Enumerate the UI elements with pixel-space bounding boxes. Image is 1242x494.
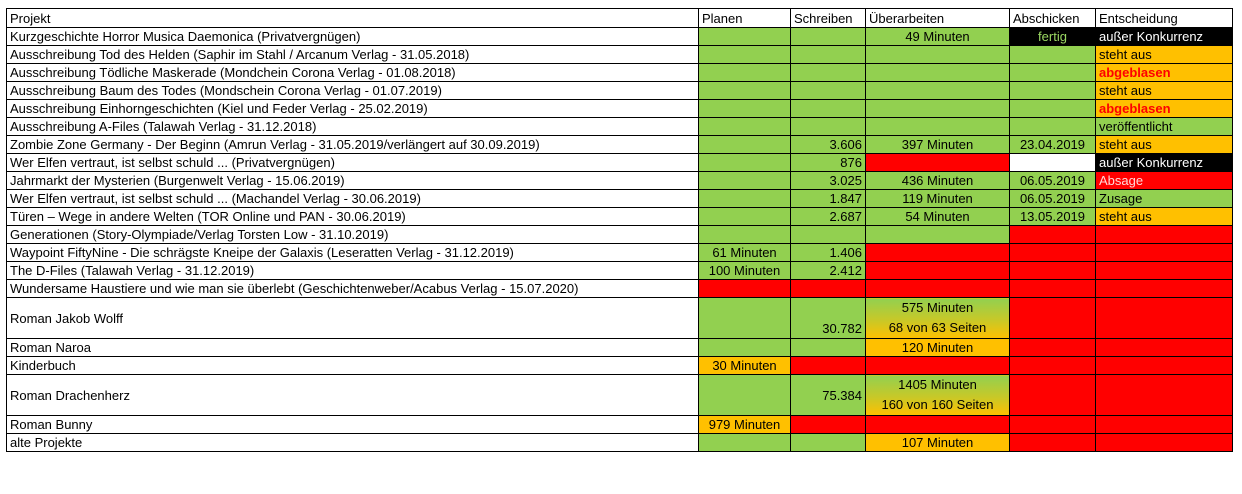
ueberarbeiten-cell[interactable]	[866, 244, 1010, 262]
abschicken-cell[interactable]	[1010, 262, 1096, 280]
entscheidung-cell[interactable]	[1096, 280, 1233, 298]
project-name-cell[interactable]: Jahrmarkt der Mysterien (Burgenwelt Verlag - 15.06.2019)	[7, 172, 699, 190]
table-row	[7, 28, 1233, 46]
header-cell-entscheidung[interactable]: Entscheidung	[1096, 9, 1233, 28]
table-row	[7, 118, 1233, 136]
ueberarbeiten-cell[interactable]	[866, 280, 1010, 298]
abschicken-cell[interactable]	[1010, 64, 1096, 82]
planen-cell[interactable]	[699, 190, 791, 208]
planen-cell[interactable]	[699, 226, 791, 244]
project-name-cell[interactable]: alte Projekte	[7, 434, 699, 452]
ueberarbeiten-minutes: 1405 Minuten	[898, 377, 977, 392]
abschicken-cell[interactable]	[1010, 46, 1096, 64]
planen-cell[interactable]	[699, 280, 791, 298]
schreiben-cell[interactable]	[791, 226, 866, 244]
table-row	[7, 64, 1233, 82]
table-row	[7, 82, 1233, 100]
ueberarbeiten-cell[interactable]	[866, 154, 1010, 172]
ueberarbeiten-pages: 68 von 63 Seiten	[888, 320, 987, 335]
planen-cell[interactable]	[699, 64, 791, 82]
planen-cell[interactable]: 61 Minuten	[699, 244, 791, 262]
abschicken-cell[interactable]	[1010, 82, 1096, 100]
abschicken-cell[interactable]: 06.05.2019	[1010, 172, 1096, 190]
project-table	[6, 8, 1233, 452]
ueberarbeiten-cell[interactable]: 54 Minuten	[866, 208, 1010, 226]
entscheidung-cell[interactable]	[1096, 226, 1233, 244]
project-name-cell[interactable]: Ausschreibung A-Files (Talawah Verlag - 31.12.2018)	[7, 118, 699, 136]
table-row	[7, 154, 1233, 172]
table-row	[7, 416, 1233, 434]
ueberarbeiten-cell[interactable]: 397 Minuten	[866, 136, 1010, 154]
project-name-cell[interactable]: Waypoint FiftyNine - Die schrägste Kneipe der Galaxis (Leseratten Verlag - 31.12.2019)	[7, 244, 699, 262]
entscheidung-cell[interactable]	[1096, 339, 1233, 357]
project-name-cell[interactable]: Wer Elfen vertraut, ist selbst schuld ... (Machandel Verlag - 30.06.2019)	[7, 190, 699, 208]
ueberarbeiten-cell[interactable]	[866, 226, 1010, 244]
planen-cell[interactable]	[699, 136, 791, 154]
schreiben-cell[interactable]	[791, 280, 866, 298]
table-row	[7, 357, 1233, 375]
schreiben-cell[interactable]	[791, 434, 866, 452]
entscheidung-cell[interactable]: steht aus	[1096, 208, 1233, 226]
schreiben-cell[interactable]: 1.406	[791, 244, 866, 262]
planen-cell[interactable]	[699, 375, 791, 416]
project-name-cell[interactable]: Ausschreibung Tödliche Maskerade (Mondchein Corona Verlag - 01.08.2018)	[7, 64, 699, 82]
entscheidung-cell[interactable]	[1096, 298, 1233, 339]
abschicken-cell[interactable]: fertig	[1010, 28, 1096, 46]
abschicken-cell[interactable]: 06.05.2019	[1010, 190, 1096, 208]
abschicken-cell[interactable]	[1010, 357, 1096, 375]
project-name-cell[interactable]: Ausschreibung Tod des Helden (Saphir im Stahl / Arcanum Verlag - 31.05.2018)	[7, 46, 699, 64]
schreiben-cell[interactable]	[791, 64, 866, 82]
planen-cell[interactable]	[699, 46, 791, 64]
ueberarbeiten-cell[interactable]	[866, 298, 1010, 339]
entscheidung-cell[interactable]: abgeblasen	[1096, 100, 1233, 118]
project-name-cell[interactable]: Roman Drachenherz	[7, 375, 699, 416]
project-name-cell[interactable]: Roman Bunny	[7, 416, 699, 434]
ueberarbeiten-cell[interactable]: 49 Minuten	[866, 28, 1010, 46]
planen-cell[interactable]: 30 Minuten	[699, 357, 791, 375]
project-name-cell[interactable]: Ausschreibung Einhorngeschichten (Kiel und Feder Verlag - 25.02.2019)	[7, 100, 699, 118]
table-row	[7, 100, 1233, 118]
ueberarbeiten-cell[interactable]: 120 Minuten	[866, 339, 1010, 357]
project-name-cell[interactable]: Kinderbuch	[7, 357, 699, 375]
header-cell-schreiben[interactable]: Schreiben	[791, 9, 866, 28]
project-name-cell[interactable]: Roman Naroa	[7, 339, 699, 357]
entscheidung-cell[interactable]: Absage	[1096, 172, 1233, 190]
ueberarbeiten-cell[interactable]	[866, 82, 1010, 100]
table-row	[7, 298, 1233, 339]
project-name-cell[interactable]: Generationen (Story-Olympiade/Verlag Torsten Low - 31.10.2019)	[7, 226, 699, 244]
schreiben-cell[interactable]	[791, 118, 866, 136]
abschicken-cell[interactable]	[1010, 375, 1096, 416]
planen-cell[interactable]	[699, 172, 791, 190]
abschicken-cell[interactable]	[1010, 434, 1096, 452]
schreiben-cell[interactable]: 75.384	[791, 375, 866, 416]
abschicken-cell[interactable]	[1010, 226, 1096, 244]
planen-cell[interactable]: 979 Minuten	[699, 416, 791, 434]
ueberarbeiten-cell[interactable]	[866, 118, 1010, 136]
planen-cell[interactable]	[699, 339, 791, 357]
planen-cell[interactable]	[699, 434, 791, 452]
header-cell-ueberarbeiten[interactable]: Überarbeiten	[866, 9, 1010, 28]
abschicken-cell[interactable]: 23.04.2019	[1010, 136, 1096, 154]
abschicken-cell[interactable]	[1010, 416, 1096, 434]
schreiben-cell[interactable]: 3.606	[791, 136, 866, 154]
project-name-cell[interactable]: Roman Jakob Wolff	[7, 298, 699, 339]
schreiben-cell[interactable]	[791, 46, 866, 64]
table-row	[7, 172, 1233, 190]
abschicken-cell[interactable]	[1010, 298, 1096, 339]
table-row	[7, 226, 1233, 244]
ueberarbeiten-cell[interactable]	[866, 64, 1010, 82]
abschicken-cell[interactable]	[1010, 244, 1096, 262]
entscheidung-cell[interactable]: veröffentlicht	[1096, 118, 1233, 136]
abschicken-cell[interactable]	[1010, 100, 1096, 118]
schreiben-cell[interactable]	[791, 339, 866, 357]
schreiben-cell[interactable]	[791, 28, 866, 46]
planen-cell[interactable]: 100 Minuten	[699, 262, 791, 280]
ueberarbeiten-cell[interactable]	[866, 100, 1010, 118]
table-row	[7, 46, 1233, 64]
table-row	[7, 190, 1233, 208]
entscheidung-cell[interactable]: Zusage	[1096, 190, 1233, 208]
planen-cell[interactable]	[699, 82, 791, 100]
table-row	[7, 208, 1233, 226]
header-cell-planen[interactable]: Planen	[699, 9, 791, 28]
ueberarbeiten-cell[interactable]: 107 Minuten	[866, 434, 1010, 452]
abschicken-cell[interactable]: 13.05.2019	[1010, 208, 1096, 226]
table-row	[7, 339, 1233, 357]
ueberarbeiten-cell[interactable]: 436 Minuten	[866, 172, 1010, 190]
planen-cell[interactable]	[699, 100, 791, 118]
planen-cell[interactable]	[699, 28, 791, 46]
table-row	[7, 136, 1233, 154]
entscheidung-cell[interactable]	[1096, 357, 1233, 375]
schreiben-cell[interactable]	[791, 100, 866, 118]
header-cell-projekt[interactable]: Projekt	[7, 9, 699, 28]
schreiben-cell[interactable]: 2.687	[791, 208, 866, 226]
ueberarbeiten-cell[interactable]	[866, 357, 1010, 375]
planen-cell[interactable]	[699, 118, 791, 136]
entscheidung-cell[interactable]: steht aus	[1096, 82, 1233, 100]
project-name-cell[interactable]: Zombie Zone Germany - Der Beginn (Amrun Verlag - 31.05.2019/verlängert auf 30.09.2019)	[7, 136, 699, 154]
planen-cell[interactable]	[699, 154, 791, 172]
schreiben-cell[interactable]	[791, 357, 866, 375]
project-name-cell[interactable]: Wundersame Haustiere und wie man sie überlebt (Geschichtenweber/Acabus Verlag - 15.07.2020)	[7, 280, 699, 298]
entscheidung-cell[interactable]	[1096, 416, 1233, 434]
ueberarbeiten-pages: 160 von 160 Seiten	[881, 397, 994, 412]
header-row	[7, 9, 1233, 28]
entscheidung-cell[interactable]: abgeblasen	[1096, 64, 1233, 82]
schreiben-cell[interactable]: 1.847	[791, 190, 866, 208]
entscheidung-cell[interactable]	[1096, 434, 1233, 452]
ueberarbeiten-cell[interactable]	[866, 46, 1010, 64]
project-name-cell[interactable]: The D-Files (Talawah Verlag - 31.12.2019)	[7, 262, 699, 280]
abschicken-cell[interactable]	[1010, 280, 1096, 298]
entscheidung-cell[interactable]: steht aus	[1096, 136, 1233, 154]
ueberarbeiten-cell[interactable]	[866, 262, 1010, 280]
abschicken-cell[interactable]	[1010, 339, 1096, 357]
ueberarbeiten-cell[interactable]: 119 Minuten	[866, 190, 1010, 208]
table-row	[7, 375, 1233, 416]
table-row	[7, 262, 1233, 280]
project-name-cell[interactable]: Wer Elfen vertraut, ist selbst schuld ... (Privatvergnügen)	[7, 154, 699, 172]
table-row	[7, 280, 1233, 298]
abschicken-cell[interactable]	[1010, 154, 1096, 172]
schreiben-cell[interactable]: 2.412	[791, 262, 866, 280]
schreiben-cell[interactable]: 876	[791, 154, 866, 172]
entscheidung-cell[interactable]: außer Konkurrenz	[1096, 28, 1233, 46]
entscheidung-cell[interactable]	[1096, 244, 1233, 262]
schreiben-cell[interactable]: 30.782	[791, 298, 866, 339]
table-row	[7, 434, 1233, 452]
project-name-cell[interactable]: Kurzgeschichte Horror Musica Daemonica (Privatvergnügen)	[7, 28, 699, 46]
entscheidung-cell[interactable]: außer Konkurrenz	[1096, 154, 1233, 172]
table-row	[7, 244, 1233, 262]
header-cell-abschicken[interactable]: Abschicken	[1010, 9, 1096, 28]
entscheidung-cell[interactable]	[1096, 375, 1233, 416]
ueberarbeiten-cell[interactable]	[866, 416, 1010, 434]
schreiben-cell[interactable]	[791, 82, 866, 100]
project-name-cell[interactable]: Türen – Wege in andere Welten (TOR Online und PAN - 30.06.2019)	[7, 208, 699, 226]
entscheidung-cell[interactable]	[1096, 262, 1233, 280]
entscheidung-cell[interactable]: steht aus	[1096, 46, 1233, 64]
ueberarbeiten-cell[interactable]	[866, 375, 1010, 416]
planen-cell[interactable]	[699, 298, 791, 339]
planen-cell[interactable]	[699, 208, 791, 226]
ueberarbeiten-minutes: 575 Minuten	[901, 300, 974, 315]
schreiben-cell[interactable]: 3.025	[791, 172, 866, 190]
project-name-cell[interactable]: Ausschreibung Baum des Todes (Mondschein Corona Verlag - 01.07.2019)	[7, 82, 699, 100]
schreiben-cell[interactable]	[791, 416, 866, 434]
abschicken-cell[interactable]	[1010, 118, 1096, 136]
